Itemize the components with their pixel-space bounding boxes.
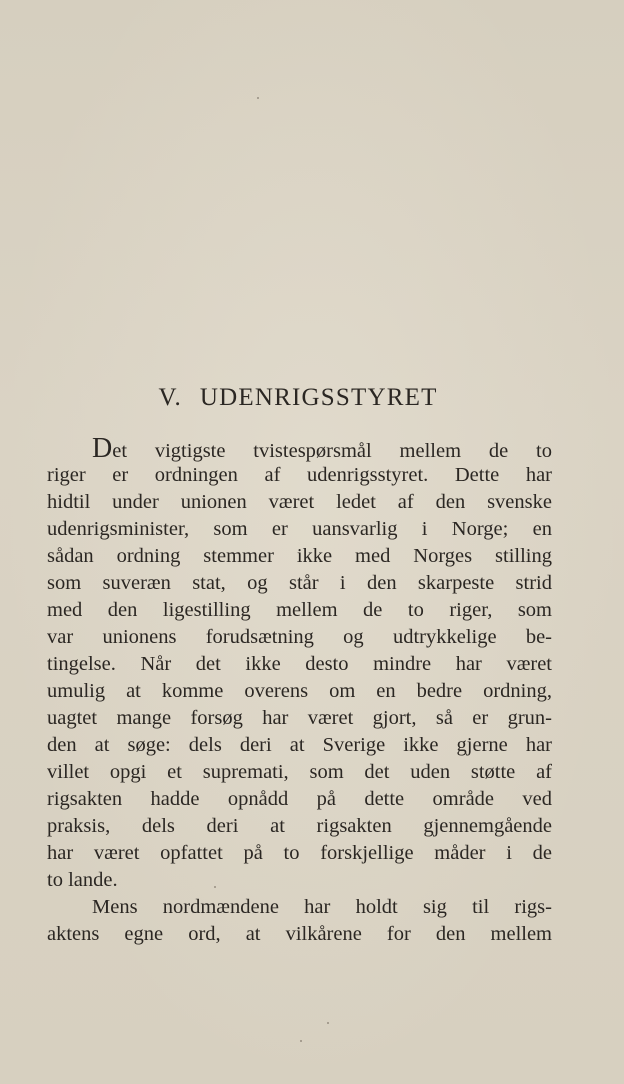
- text-line: praksis, dels deri at rigsakten gjennemgående: [47, 815, 552, 837]
- text-line: villet opgi et suprematі, som det uden støtte af: [47, 761, 552, 783]
- text-line: med den ligestilling mellem de to riger, som: [47, 599, 552, 621]
- paper-speck: [327, 1022, 329, 1024]
- text-line: tingelse. Når det ikke desto mindre har været: [47, 653, 552, 675]
- text-line: udenrigsminister, som er uansvarlig i Norge; en: [47, 518, 552, 540]
- text-line: aktens egne ord, at vilkårene for den mellem: [47, 923, 552, 945]
- body-text: [47, 435, 552, 948]
- text-line: Mens nordmændene har holdt sig til rigs-: [92, 896, 552, 918]
- text-line: har været opfattet på to forskjellige måder i de: [47, 842, 552, 864]
- text-line: Det vigtigste tvistespørsmål mellem de to: [92, 433, 552, 464]
- drop-cap: D: [92, 433, 113, 464]
- text-line: riger er ordningen af udenrigsstyret. Dette har: [47, 464, 552, 486]
- text-line: sådan ordning stemmer ikke med Norges stilling: [47, 545, 552, 567]
- chapter-heading: [0, 381, 596, 415]
- text-line: to lande.: [47, 869, 118, 891]
- text-line: som suveræn stat, og står i den skarpeste strid: [47, 572, 552, 594]
- text-line: var unionens forudsætning og udtrykkelige be-: [47, 626, 552, 648]
- text-line: rigsakten hadde opnådd på dette område ved: [47, 788, 552, 810]
- text-line: umulig at komme overens om en bedre ordning,: [47, 680, 552, 702]
- text-line: den at søge: dels deri at Sverige ikke gjerne har: [47, 734, 552, 756]
- text-line: uagtet mange forsøg har været gjort, så er grun-: [47, 707, 552, 729]
- paper-speck: [257, 97, 259, 99]
- paper-speck: [300, 1040, 302, 1042]
- chapter-number: V.: [158, 384, 182, 411]
- text-line: hidtil under unionen været ledet af den svenske: [47, 491, 552, 513]
- chapter-title: UDENRIGSSTYRET: [199, 384, 438, 411]
